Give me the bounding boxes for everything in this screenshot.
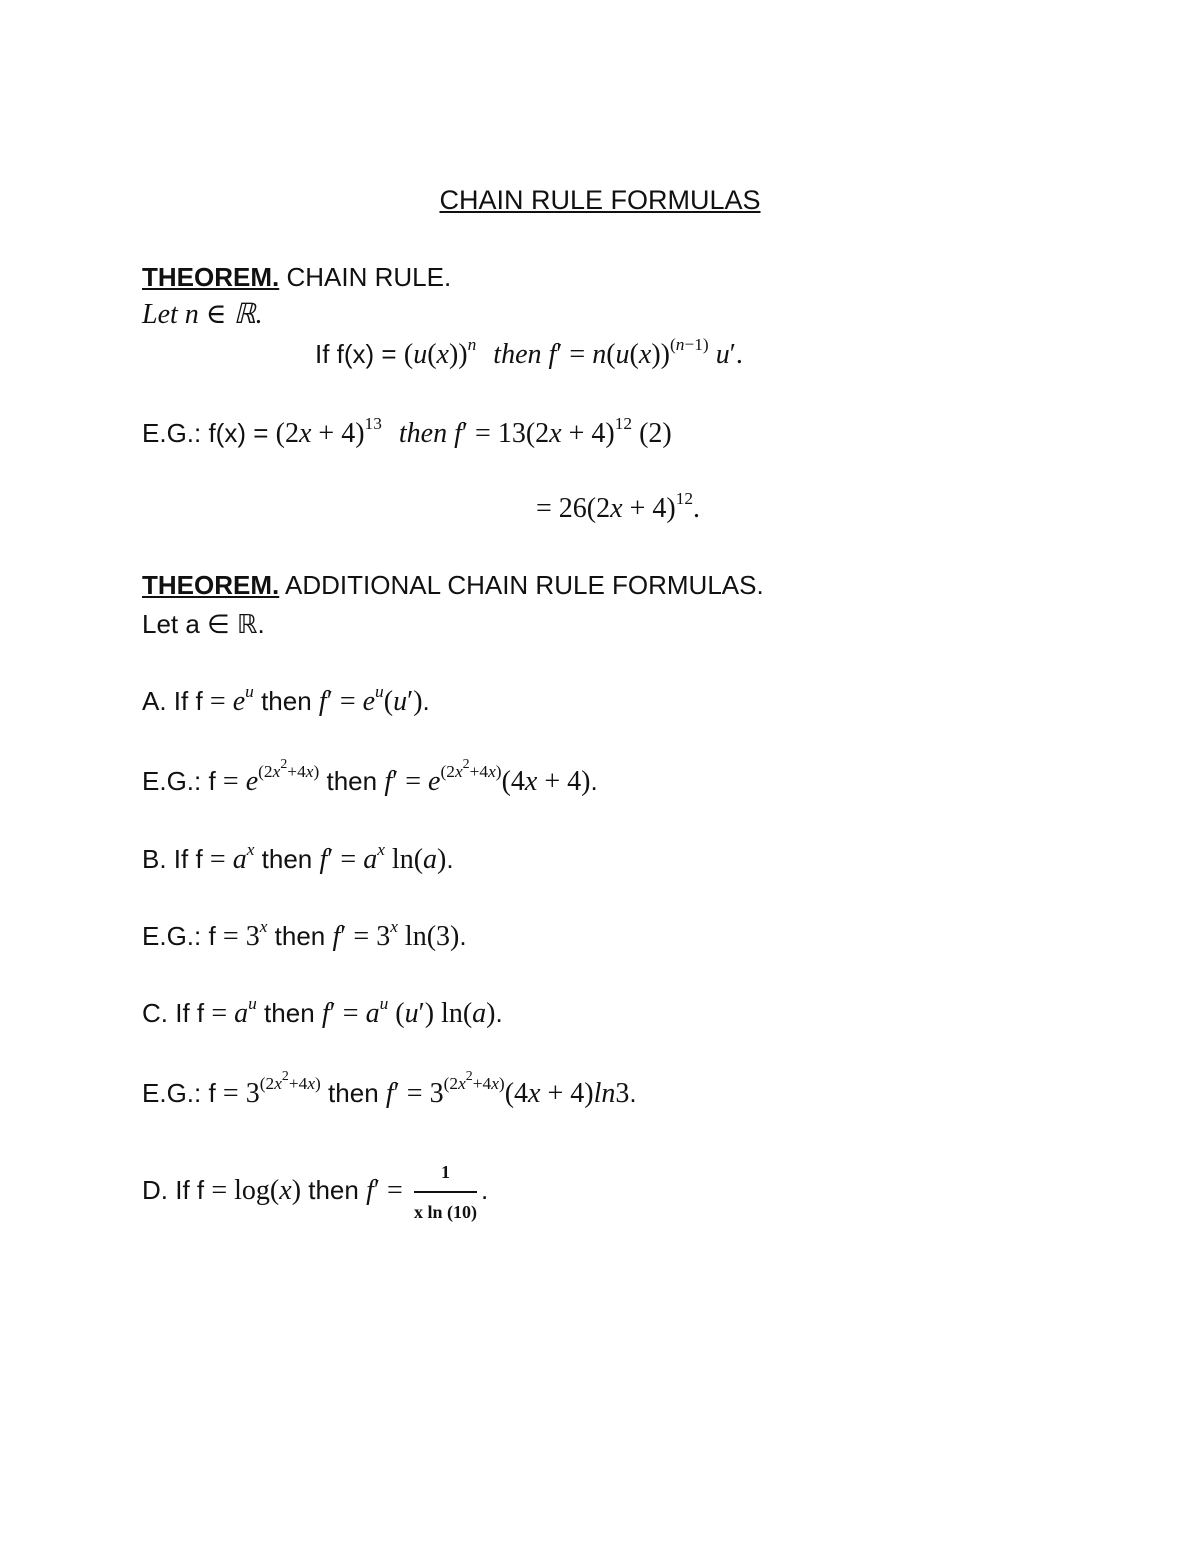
- theorem1-heading: [142, 260, 451, 294]
- theorem1-formula-math: $(u(x))^n$ then $f' = n(u(x))^{(n-1)}$ u′.: [403, 335, 743, 370]
- theorem1-let: Let n ∈ ℝ.: [142, 299, 263, 330]
- rule-b-example: E.G.: $f = 3^x$ then $f' = 3^x$ ln(3).: [142, 917, 467, 952]
- rule-d: D. If f = log(x) then f′ = $\frac{1}{\text{x ln (10)}}$ .: [142, 1155, 488, 1229]
- theorem1-if-prefix: If f(x) =: [315, 339, 397, 369]
- theorem2-let: Let a ∈ ℝ.: [142, 609, 265, 639]
- rule-b: B. If $f = a^x$ then $f' = a^x$ ln(a).: [142, 840, 454, 875]
- rule-c-example: E.G.: $f = 3^{(2x^2+4x)}$ then $f' = 3^{(2x^2+4x)}(4x + 4)\ln 3$.: [142, 1069, 637, 1109]
- theorem1-eg-result: = $26(2x + 4)^{12}$.: [536, 489, 701, 524]
- rule-c: C. If $f = a^u$ then $f' = a^u$ (u′) ln(a).: [142, 994, 503, 1029]
- theorem2-label: THEOREM.: [142, 570, 280, 600]
- rule-a-example: E.G.: $f = e^{(2x^2+4x)}$ then $f' = e^{(2x^2+4x)}(4x + 4)$.: [142, 757, 598, 797]
- theorem2-heading: [142, 568, 764, 602]
- theorem1-formula: [315, 337, 743, 372]
- theorem2-name: ADDITIONAL CHAIN RULE FORMULAS.: [285, 570, 764, 600]
- rule-a: A. If $f = e^u$ then $f' = e^u(u')$.: [142, 682, 430, 717]
- rule-d-numerator: 1: [414, 1155, 477, 1193]
- rule-d-denominator: x ln (10): [414, 1202, 478, 1222]
- theorem1-example: [142, 416, 672, 451]
- theorem1-name: CHAIN RULE.: [286, 262, 452, 292]
- page-title: CHAIN RULE FORMULAS: [439, 185, 761, 215]
- theorem1-label: THEOREM.: [142, 262, 280, 292]
- theorem1-eg-prefix: E.G.: f(x) =: [142, 418, 269, 448]
- theorem1-eg-math: $(2x + 4)^{13}$ then $f' = 13(2x + 4)^{12}$ (2): [275, 414, 672, 449]
- rule-d-fraction: [414, 1155, 477, 1229]
